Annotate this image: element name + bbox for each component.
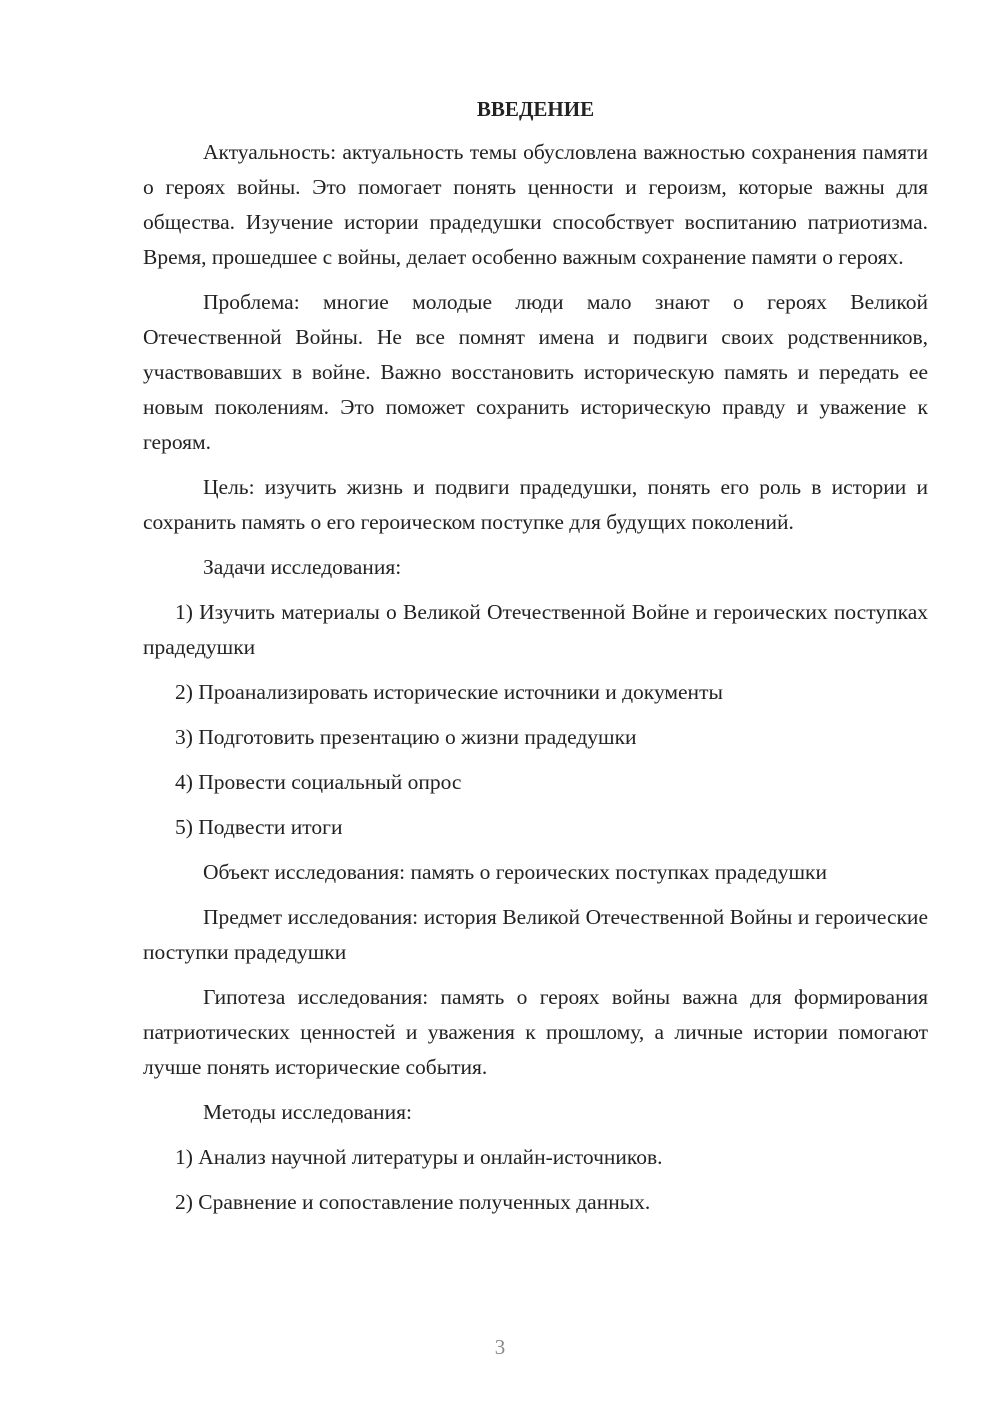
document-page bbox=[143, 92, 928, 1230]
methods-heading: Методы исследования: bbox=[203, 1100, 412, 1124]
task-item-4: 4) Провести социальный опрос bbox=[175, 770, 462, 794]
task-item-1: 1) Изучить материалы о Великой Отечественной Войне и героических поступках прадедушки bbox=[143, 600, 928, 659]
method-item-2: 2) Сравнение и сопоставление полученных данных. bbox=[175, 1190, 651, 1214]
object-paragraph: Объект исследования: память о героических поступках прадедушки bbox=[203, 860, 827, 884]
task-item-2: 2) Проанализировать исторические источники и документы bbox=[175, 680, 723, 704]
task-item-5: 5) Подвести итоги bbox=[175, 815, 343, 839]
page-title: ВВЕДЕНИЕ bbox=[476, 97, 595, 121]
hypothesis-paragraph: Гипотеза исследования: память о героях войны важна для формирования патриотических ценностей и уважения к прошлому, а личные истории помогают лучше понять исторические события. bbox=[143, 985, 928, 1079]
subject-paragraph: Предмет исследования: история Великой Отечественной Войны и героические поступки прадедушки bbox=[143, 905, 928, 964]
goal-paragraph: Цель: изучить жизнь и подвиги прадедушки, понять его роль в истории и сохранить память о его героическом поступке для будущих поколений. bbox=[143, 475, 928, 534]
relevance-paragraph: Актуальность: актуальность темы обусловлена важностью сохранения памяти о героях войны. Это помогает понять ценности и героизм, которые важны для общества. Изучение истории прадедушки способствует воспитанию патриотизма. Время, прошедшее с войны, делает особенно важным сохранение памяти о героях. bbox=[143, 140, 928, 269]
task-item-3: 3) Подготовить презентацию о жизни прадедушки bbox=[175, 725, 637, 749]
problem-paragraph: Проблема: многие молодые люди мало знают о героях Великой Отечественной Войны. Не все помнят имена и подвиги своих родственников, участвовавших в войне. Важно восстановить историческую память и передать ее новым поколениям. Это поможет сохранить историческую правду и уважение к героям. bbox=[143, 290, 928, 454]
tasks-heading: Задачи исследования: bbox=[203, 555, 402, 579]
page-number: 3 bbox=[494, 1335, 506, 1359]
method-item-1: 1) Анализ научной литературы и онлайн-источников. bbox=[175, 1145, 663, 1169]
